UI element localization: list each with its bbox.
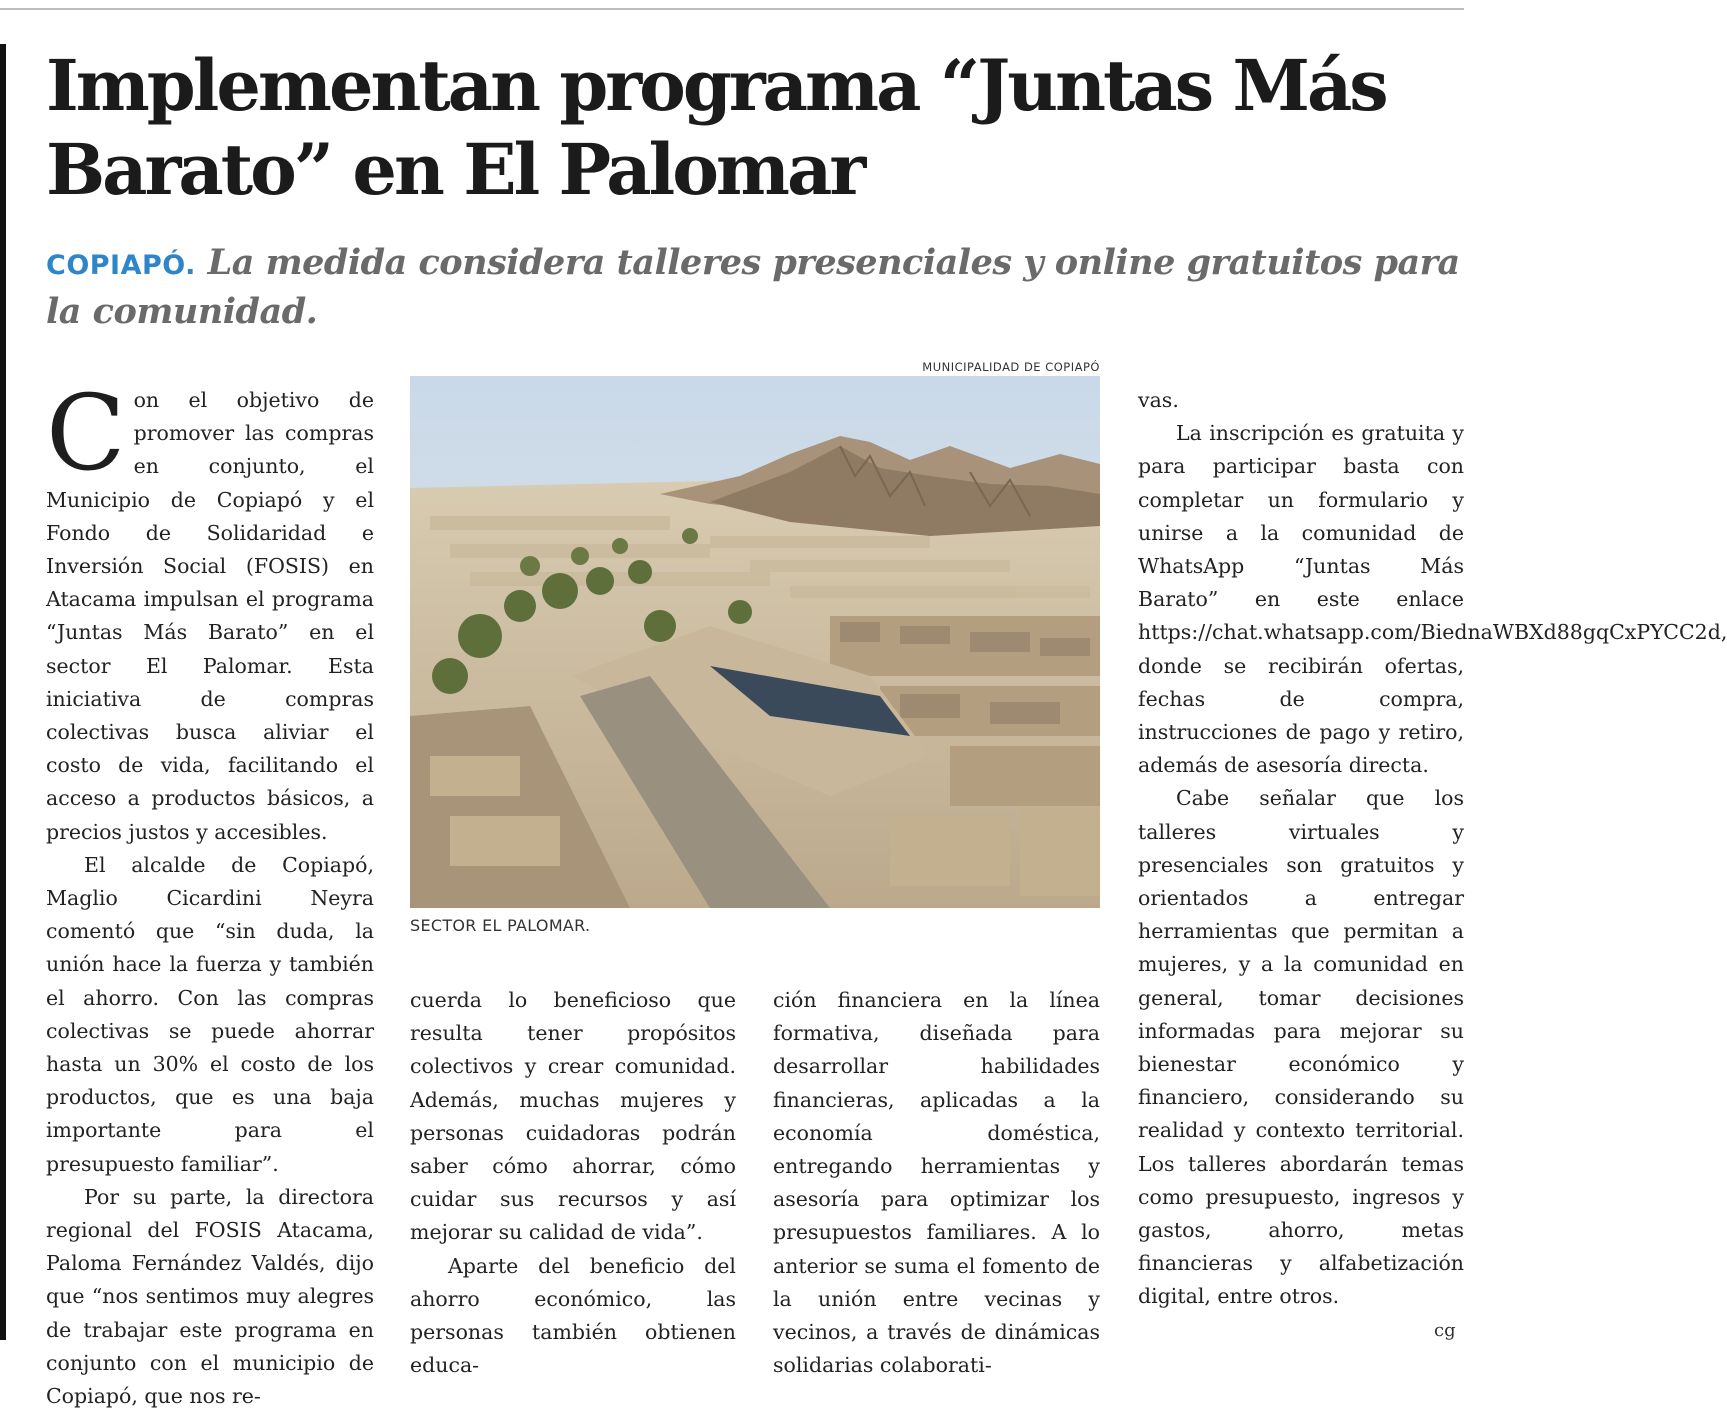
drop-cap: C <box>46 372 126 494</box>
aerial-photo <box>410 376 1100 908</box>
end-mark: cg <box>1434 1320 1456 1341</box>
dek-place: COPIAPÓ. <box>46 250 196 281</box>
paragraph: Por su parte, la directora regional del FOSIS Atacama, Paloma Fernández Valdés, dijo que “nos sentimos muy alegres de trabajar este programa en conjunto con el municipio de Copiapó, que nos re- <box>46 1184 374 1409</box>
paragraph: La inscripción es gratuita y para participar basta con completar un formulario y unirse a la comunidad de WhatsApp “Juntas Más Barato” en este enlace https://chat.whatsapp.com/BiednaWBXd88gqCxPYCC2d, donde se recibirán ofertas, fechas de compra, instrucciones de pago y retiro, además de asesoría directa. <box>1138 421 1727 778</box>
article-column-1 <box>46 372 374 1413</box>
headline: Implementan programa “Juntas Más Barato” en El Palomar <box>46 44 1386 211</box>
paragraph: Cabe señalar que los talleres virtuales y presenciales son gratuitos y orientados a entregar herramientas que permitan a mujeres, y a la comunidad en general, tomar decisiones informadas para mejorar su bienestar económico y financiero, considerando su realidad y contexto territorial. Los talleres abordarán temas como presupuesto, ingresos y gastos, ahorro, metas financieras y alfabetización digital, entre otros. <box>1138 786 1464 1309</box>
paragraph: vas. <box>1138 388 1179 412</box>
photo-illustration <box>410 376 1100 908</box>
article-column-4 <box>1138 384 1727 1314</box>
page-edge-bar <box>0 44 6 1340</box>
paragraph: Aparte del beneficio del ahorro económico, las personas también obtienen educa- <box>410 1253 736 1378</box>
paragraph: ción financiera en la línea formativa, diseñada para desarrollar habilidades financieras, aplicadas a la economía doméstica, entregando herramientas y asesoría para optimizar los presupuestos familiares. A lo anterior se suma el fomento de la unión entre vecinas y vecinos, a través de dinámicas solidarias colaborati- <box>773 988 1100 1378</box>
article-column-2 <box>410 984 736 1382</box>
photo-credit: MUNICIPALIDAD DE COPIAPÓ <box>922 360 1100 374</box>
dek <box>46 240 1466 335</box>
dek-text: La medida considera talleres presenciales y online gratuitos para la comunidad. <box>46 242 1460 332</box>
paragraph: Con el objetivo de promover las compras en conjunto, el Municipio de Copiapó y el Fondo de Solidaridad e Inversión Social (FOSIS) en Atacama impulsan el programa “Juntas Más Barato” en el sector El Palomar. Esta iniciativa de compras colectivas busca aliviar el costo de vida, facilitando el acceso a productos básicos, a precios justos y accesibles. <box>46 372 374 844</box>
article-column-3 <box>773 984 1100 1382</box>
paragraph: cuerda lo beneficioso que resulta tener propósitos colectivos y crear comunidad. Además, muchas mujeres y personas cuidadoras podrán saber cómo ahorrar, cómo cuidar sus recursos y así mejorar su calidad de vida”. <box>410 988 736 1245</box>
photo-caption: SECTOR EL PALOMAR. <box>410 916 591 935</box>
top-rule <box>0 8 1464 10</box>
paragraph: El alcalde de Copiapó, Maglio Cicardini Neyra comentó que “sin duda, la unión hace la fuerza y también el ahorro. Con las compras colectivas se puede ahorrar hasta un 30% el costo de los productos, que es una baja importante para el presupuesto familiar”. <box>46 852 374 1176</box>
